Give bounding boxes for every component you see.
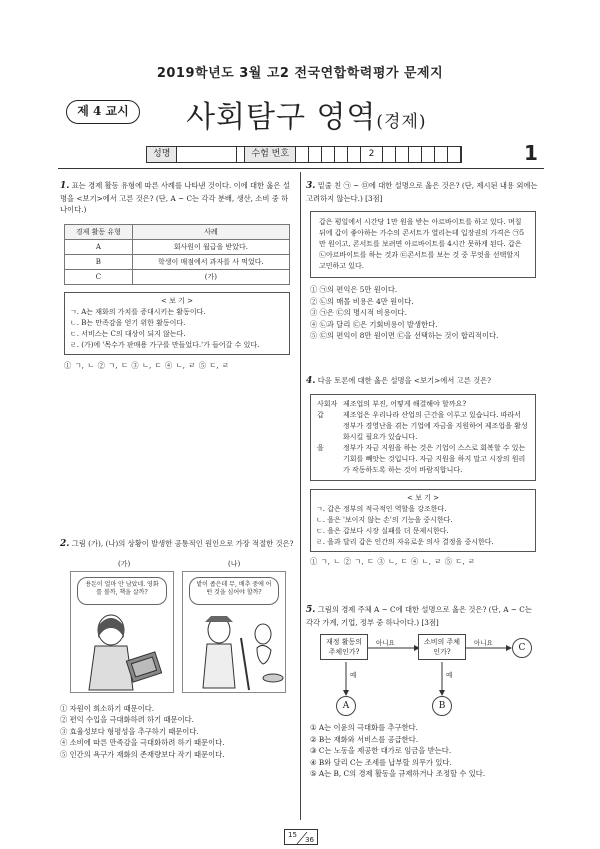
speech-bubble: 밭이 좁은데 무, 배추 중에 어떤 것을 심어야 할까? bbox=[189, 577, 279, 605]
debate-box bbox=[310, 394, 536, 481]
question-text: 그림 (가), (나)의 상황이 발생한 공통적인 원인으로 가장 적절한 것은? bbox=[71, 539, 294, 548]
option-2[interactable]: ② 편익 수입을 극대화하려 하기 때문이다. bbox=[60, 715, 194, 724]
option-2[interactable]: ② ㉡의 매몰 비용은 4만 원이다. bbox=[310, 296, 414, 306]
id-cell[interactable] bbox=[435, 147, 448, 162]
option-4[interactable]: ④ B와 달리 C는 조세를 납부할 의무가 있다. bbox=[310, 757, 452, 767]
table-row bbox=[65, 239, 290, 254]
girl-illustration bbox=[71, 572, 175, 694]
question-text: 다음 토론에 대한 옳은 설명을 <보기>에서 고른 것은? bbox=[317, 376, 492, 385]
passage-box: 갑은 평일에서 시간당 1만 원을 받는 아르바이트를 하고 있다. 며칠 뒤에 갑이 좋아하는 가수의 콘서트가 열리는데 입장권의 가격은 ㉠5만 원이고, 콘서트를 보려면 아르바이트를 4시간 못하게 된다. 갑은 ㉡아르바이트를 하는 것과 ㉢콘서트를 보는 것 중 무엇을 선택할지 고민하고 있다. bbox=[310, 211, 536, 278]
speaker: 사회자 bbox=[317, 399, 338, 408]
answer-options bbox=[60, 703, 295, 761]
id-cell-digit: 2 bbox=[361, 147, 383, 162]
table-cell: (가) bbox=[132, 269, 289, 284]
question-text: 표는 경제 활동 유형에 따른 사례를 나타낸 것이다. 이에 대한 옳은 설명을 <보기>에서 고른 것은? (단, A ~ C는 각각 분배, 생산, 소비 중 하나이다.) bbox=[60, 181, 290, 214]
utterance: 제조업은 우리나라 산업의 근간을 이루고 있습니다. 따라서 정부가 경영난을 겪는 기업에 자금을 지원하여 제조업을 활성화시킬 필요가 있습니다. bbox=[343, 410, 528, 441]
id-cell[interactable] bbox=[422, 147, 435, 162]
question-text: 밑줄 친 ㉠ ~ ㉤에 대한 설명으로 옳은 것은? (단, 제시된 내용 외에는 고려하지 않는다.) [3점] bbox=[306, 181, 538, 203]
table-row bbox=[65, 254, 290, 269]
option-5[interactable]: ⑤ A는 B, C의 경제 활동을 규제하거나 조정할 수 있다. bbox=[310, 769, 486, 778]
question-stem bbox=[306, 180, 541, 204]
option-5[interactable]: ⑤ 인간의 욕구가 재화의 존재량보다 작기 때문이다. bbox=[60, 749, 225, 759]
question-5 bbox=[306, 604, 541, 780]
option-4[interactable]: ④ ㉡과 달리 ㉢은 기회비용이 발생한다. bbox=[310, 319, 438, 329]
name-field[interactable] bbox=[177, 147, 237, 162]
bogi-item: ㄱ. 갑은 정부의 적극적인 역할을 강조한다. bbox=[316, 504, 447, 513]
id-cell[interactable] bbox=[322, 147, 335, 162]
id-cell[interactable] bbox=[335, 147, 348, 162]
question-stem bbox=[306, 375, 541, 388]
answer-options[interactable]: ① ㄱ, ㄴ ② ㄱ, ㄷ ③ ㄴ, ㄷ ④ ㄴ, ㄹ ⑤ ㄷ, ㄹ bbox=[64, 360, 230, 370]
question-3 bbox=[306, 180, 541, 342]
id-cell[interactable] bbox=[409, 147, 422, 162]
name-label: 성명 bbox=[147, 147, 177, 162]
option-1[interactable]: ① ㉠의 편익은 5만 원이다. bbox=[310, 285, 398, 294]
question-number: 2. bbox=[60, 539, 70, 549]
cartoon-panel-b bbox=[182, 571, 286, 693]
flow-box-2: 소비의 주체인가? bbox=[418, 634, 466, 660]
dialogue-line bbox=[317, 399, 529, 410]
bogi-box bbox=[310, 489, 536, 552]
exam-title: 2019학년도 3월 고2 전국연합학력평가 문제지 bbox=[156, 66, 444, 81]
flow-no-label: 아니요 bbox=[474, 639, 493, 647]
period-badge: 제 4 교시 bbox=[66, 100, 140, 124]
subject-main: 사회탐구 영역 bbox=[186, 100, 377, 135]
bogi-title: < 보 기 > bbox=[407, 493, 439, 502]
node-b: B bbox=[432, 696, 452, 716]
footer-page-box bbox=[284, 829, 318, 845]
question-number: 3. bbox=[306, 181, 316, 191]
bogi-item: ㄹ. (가)에 '목수가 판매용 가구를 만들었다.'가 들어갈 수 있다. bbox=[70, 340, 260, 349]
id-cell[interactable] bbox=[396, 147, 409, 162]
question-number: 5. bbox=[306, 605, 316, 615]
cartoon-label-b: (나) bbox=[228, 559, 241, 568]
id-cell[interactable] bbox=[448, 147, 461, 162]
question-4 bbox=[306, 375, 541, 567]
farmer-illustration bbox=[183, 572, 287, 694]
flow-yes-label: 예 bbox=[446, 671, 453, 679]
table-header: 사례 bbox=[132, 224, 289, 239]
bogi-item: ㄱ. A는 재화의 가치를 증대시키는 활동이다. bbox=[70, 307, 206, 316]
flow-no-label: 아니요 bbox=[376, 639, 395, 647]
question-stem bbox=[60, 180, 295, 216]
cartoon-area bbox=[60, 559, 295, 697]
footer-page: 15 bbox=[288, 831, 297, 839]
speech-bubble: 용돈이 얼마 안 남았네. 영화를 볼까, 책을 살까? bbox=[77, 577, 167, 605]
bogi-item: ㄹ. 을과 달리 갑은 인간의 자유로운 의사 결정을 중시한다. bbox=[316, 537, 494, 546]
spacer bbox=[237, 147, 245, 162]
question-text: 그림의 경제 주체 A ~ C에 대한 설명으로 옳은 것은? (단, A ~ C는 각각 가계, 기업, 정부 중 하나이다.) [3점] bbox=[306, 605, 532, 627]
cartoon-label-a: (가) bbox=[118, 559, 131, 568]
question-number: 4. bbox=[306, 376, 316, 386]
option-3[interactable]: ③ ㉠은 ㉢의 명시적 비용이다. bbox=[310, 308, 407, 317]
option-5[interactable]: ⑤ ㉢의 편익이 8만 원이면 ㉢을 선택하는 것이 합리적이다. bbox=[310, 331, 499, 340]
question-stem bbox=[306, 604, 541, 628]
question-stem bbox=[60, 538, 295, 551]
answer-options[interactable]: ① ㄱ, ㄴ ② ㄱ, ㄷ ③ ㄴ, ㄷ ④ ㄴ, ㄹ ⑤ ㄷ, ㄹ bbox=[310, 556, 476, 566]
node-c: C bbox=[512, 638, 532, 658]
page-number: 1 bbox=[524, 141, 538, 165]
bogi-item: ㄴ. B는 만족감을 얻기 위한 활동이다. bbox=[70, 318, 186, 327]
subject-sub: (경제) bbox=[376, 112, 427, 132]
footer-total: 36 bbox=[305, 836, 314, 844]
table-row bbox=[65, 269, 290, 284]
column-divider bbox=[300, 172, 301, 820]
dialogue-line bbox=[317, 410, 529, 443]
subject-title bbox=[186, 92, 427, 136]
option-3[interactable]: ③ C는 노동을 제공한 대가로 임금을 받는다. bbox=[310, 746, 452, 755]
id-label: 수험 번호 bbox=[245, 147, 296, 162]
option-1[interactable]: ① A는 이윤의 극대화를 추구한다. bbox=[310, 723, 418, 732]
flowchart bbox=[306, 632, 541, 716]
option-3[interactable]: ③ 효율성보다 형평성을 추구하기 때문이다. bbox=[60, 726, 199, 736]
utterance: 정부가 자금 지원을 하는 것은 기업이 스스로 회복할 수 있는 기회를 빼앗는 것입니다. 자금 지원을 하지 말고 시장의 원리가 작동하도록 하는 것이 바람직합니다. bbox=[343, 443, 526, 474]
flow-box-1: 재정 활동의 주체인가? bbox=[320, 634, 368, 660]
utterance: 제조업의 부진, 어떻게 해결해야 할까요? bbox=[343, 399, 467, 408]
id-cell[interactable] bbox=[348, 147, 361, 162]
id-cell[interactable] bbox=[296, 147, 309, 162]
header-divider bbox=[58, 168, 544, 169]
bogi-item: ㄷ. 서비스는 C의 대상이 되지 않는다. bbox=[70, 329, 186, 338]
cartoon-panel-a bbox=[70, 571, 174, 693]
bogi-item: ㄷ. 을은 갑보다 시장 실패를 더 문제시한다. bbox=[316, 526, 449, 535]
question-1 bbox=[60, 180, 295, 371]
table-cell: B bbox=[65, 254, 133, 269]
speaker: 갑 bbox=[317, 410, 324, 419]
bogi-item: ㄴ. 을은 '보이지 않는 손'의 기능을 중시한다. bbox=[316, 515, 453, 524]
bogi-box bbox=[64, 292, 290, 355]
flow-yes-label: 예 bbox=[350, 671, 357, 679]
option-1[interactable]: ① 자원이 희소하기 때문이다. bbox=[60, 703, 155, 713]
candidate-info-row bbox=[146, 146, 462, 163]
table-cell: 학생이 매점에서 과자를 사 먹었다. bbox=[132, 254, 289, 269]
answer-options bbox=[310, 722, 541, 780]
dialogue-line bbox=[317, 443, 529, 476]
id-cell[interactable] bbox=[309, 147, 322, 162]
option-2[interactable]: ② B는 재화와 서비스를 공급한다. bbox=[310, 734, 419, 744]
table-header: 경제 활동 유형 bbox=[65, 224, 133, 239]
id-cell[interactable] bbox=[383, 147, 396, 162]
option-4[interactable]: ④ 소비에 따른 만족감을 극대화하려 하기 때문이다. bbox=[60, 738, 225, 747]
activity-table bbox=[64, 224, 290, 285]
answer-options bbox=[310, 284, 541, 342]
table-cell: A bbox=[65, 239, 133, 254]
question-number: 1. bbox=[60, 181, 70, 191]
bogi-title: < 보 기 > bbox=[161, 296, 193, 305]
table-cell: C bbox=[65, 269, 133, 284]
question-2 bbox=[60, 538, 295, 760]
node-a: A bbox=[336, 696, 356, 716]
table-cell: 회사원이 월급을 받았다. bbox=[132, 239, 289, 254]
speaker: 을 bbox=[317, 443, 324, 452]
